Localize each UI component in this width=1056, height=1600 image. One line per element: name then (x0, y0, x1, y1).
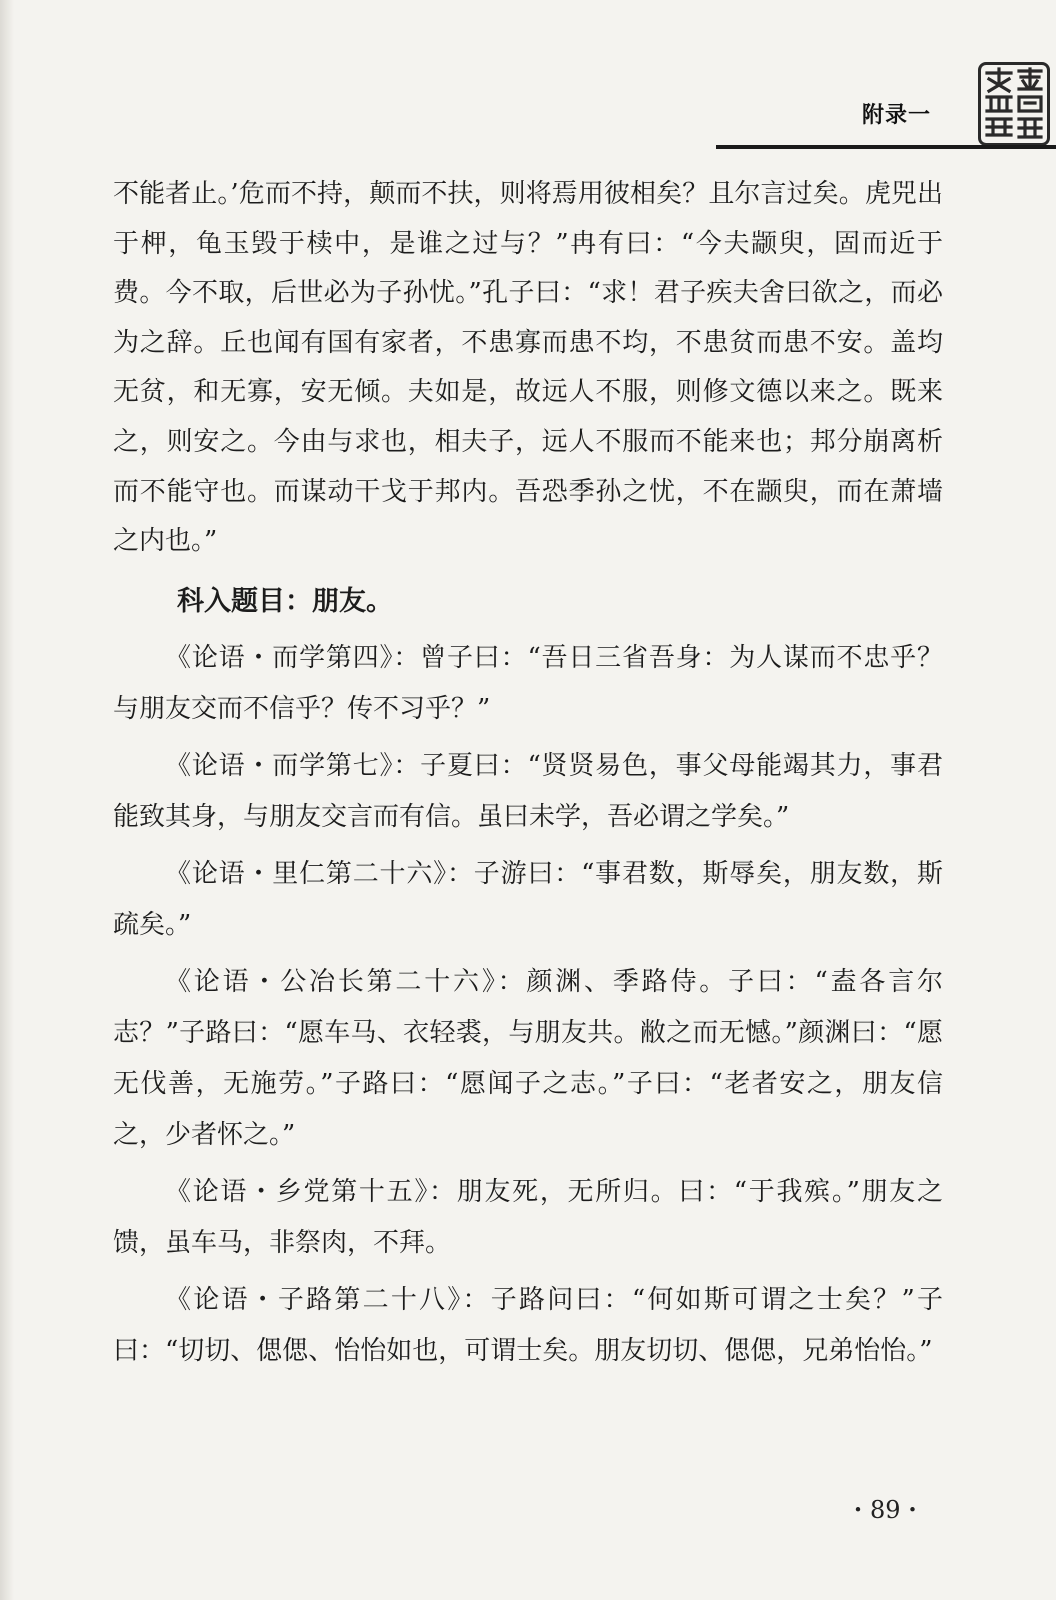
seal-glyph-icon (981, 65, 1047, 143)
quote-paragraph: 《论语・公冶长第二十六》：颜渊、季路侍。子曰：“盍各言尔志？”子路曰：“愿车马、衣轻裘，与朋友共。敝之而无憾。”颜渊曰：“愿无伐善，无施劳。”子路曰：“愿闻子之志。”子曰：“老者安之，朋友信之，少者怀之。” (113, 966, 943, 1150)
page-body (113, 170, 943, 1377)
quote-paragraph: 《论语・里仁第二十六》：子游曰：“事君数，斯辱矣，朋友数，斯疏矣。” (113, 858, 943, 940)
quote-paragraph: 《论语・而学第七》：子夏曰：“贤贤易色，事父母能竭其力，事君能致其身，与朋友交言而有信。虽曰未学，吾必谓之学矣。” (113, 750, 943, 832)
quote-paragraph: 《论语・子路第二十八》：子路问曰：“何如斯可谓之士矣？”子曰：“切切、偲偲、怡怡如也，可谓士矣。朋友切切、偲偲，兄弟怡怡。” (113, 1284, 943, 1366)
header-rule (716, 145, 1056, 149)
seal-logo (978, 62, 1050, 146)
page-edge-shadow (0, 0, 14, 1600)
quote-paragraph: 《论语・而学第四》：曾子曰：“吾日三省吾身：为人谋而不忠乎？与朋友交而不信乎？传不习乎？” (113, 642, 943, 724)
quote-paragraph: 《论语・乡党第十五》：朋友死，无所归。曰：“于我殡。”朋友之馈，虽车马，非祭肉，不拜。 (113, 1176, 943, 1258)
chapter-header: 附录一 (862, 103, 932, 128)
opening-paragraph: 不能者止。’危而不持，颠而不扶，则将焉用彼相矣？且尔言过矣。虎兕出于柙，龟玉毁于椟中，是谁之过与？”冉有曰：“今夫颛臾，固而近于费。今不取，后世必为子孙忧。”孔子曰：“求！君子疾夫舍曰欲之，而必为之辞。丘也闻有国有家者，不患寡而患不均，不患贫而患不安。盖均无贫，和无寡，安无倾。夫如是，故远人不服，则修文德以来之。既来之，则安之。今由与求也，相夫子，远人不服而不能来也；邦分崩离析而不能守也。而谋动干戈于邦内。吾恐季孙之忧，不在颛臾，而在萧墙之内也。” (113, 179, 943, 557)
section-heading: 科入题目：朋友。 (177, 585, 393, 617)
page-number: ・89・ (846, 1496, 925, 1524)
